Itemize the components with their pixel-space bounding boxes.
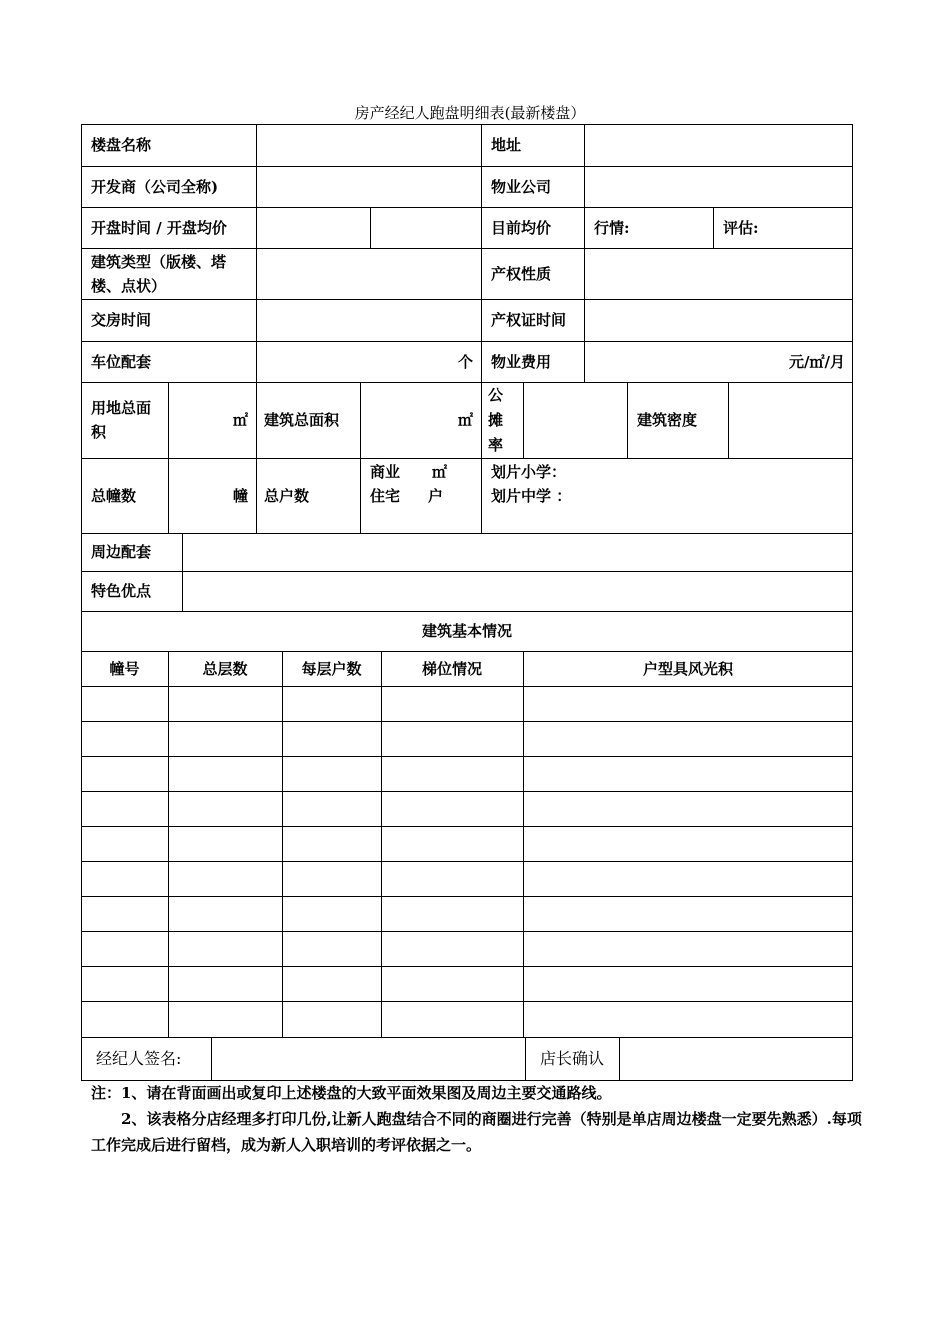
commercial-label: 商业 <box>370 463 401 481</box>
label-certificate-time: 产权证时间 <box>491 311 567 329</box>
label-open-time: 开盘时间 / 开盘均价 <box>91 218 227 237</box>
table-row[interactable] <box>81 721 853 756</box>
property-right-field[interactable] <box>584 248 853 299</box>
primary-school-label[interactable]: 划片小学： <box>491 463 567 481</box>
label-manager-confirm: 店长确认 <box>539 1049 604 1068</box>
building-area-unit[interactable]: ㎡ <box>457 411 473 429</box>
label-land-area: 用地总面积 <box>91 399 152 441</box>
building-unit[interactable]: 幢 <box>232 486 248 505</box>
manager-confirm-field[interactable] <box>619 1037 853 1081</box>
note-2: 2、该表格分店经理多打印几份,让新人跑盘结合不同的商圈进行完善（特别是单店周边楼盘一定要先熟悉）.每项工作完成后进行留档，成为新人入职培训的考评依据之一。 <box>91 1110 862 1154</box>
table-row[interactable] <box>81 896 853 931</box>
col-header-units-per-floor: 每层户数 <box>301 659 362 678</box>
col-header-elevators: 梯位情况 <box>421 659 482 678</box>
label-agent-signature: 经纪人签名: <box>96 1049 182 1068</box>
table-row[interactable] <box>81 756 853 791</box>
open-time-field[interactable] <box>256 207 370 248</box>
table-row[interactable] <box>81 966 853 1001</box>
certificate-time-field[interactable] <box>584 299 853 341</box>
table-row[interactable] <box>81 861 853 896</box>
commercial-unit[interactable]: ㎡ <box>432 463 448 481</box>
agent-signature-field[interactable] <box>211 1037 525 1081</box>
col-header-unit-types: 户型具风光积 <box>642 659 733 678</box>
share-rate-field[interactable] <box>523 382 627 458</box>
form-title: 房产经纪人跑盘明细表(最新楼盘） <box>354 104 586 122</box>
label-parking: 车位配套 <box>91 352 152 371</box>
table-row[interactable] <box>81 931 853 966</box>
residential-unit[interactable]: 户 <box>428 487 444 505</box>
col-header-total-floors: 总层数 <box>202 659 248 678</box>
middle-school-label[interactable]: 划片中学 ： <box>491 487 572 505</box>
property-name-field[interactable] <box>256 124 481 166</box>
property-company-field[interactable] <box>584 166 853 207</box>
label-building-type: 建筑类型（版楼、塔楼、点状） <box>91 252 227 295</box>
notes <box>91 1080 866 1158</box>
label-share-rate: 公摊率 <box>488 385 504 454</box>
label-estimate[interactable]: 评估: <box>723 218 759 237</box>
label-delivery-time: 交房时间 <box>91 311 152 329</box>
label-features: 特色优点 <box>91 582 152 600</box>
density-field[interactable] <box>728 382 853 458</box>
label-property-name: 楼盘名称 <box>91 136 152 154</box>
property-fee-unit[interactable]: 元/㎡/月 <box>789 352 845 371</box>
label-property-company: 物业公司 <box>491 177 552 196</box>
delivery-time-field[interactable] <box>256 299 481 341</box>
surroundings-field[interactable] <box>182 533 853 571</box>
label-address: 地址 <box>491 136 522 154</box>
note-1: 注：1、请在背面画出或复印上述楼盘的大致平面效果图及周边主要交通路线。 <box>91 1084 612 1102</box>
col-header-building-no: 幢号 <box>109 659 140 678</box>
building-type-field[interactable] <box>256 248 481 299</box>
table-row[interactable] <box>81 826 853 861</box>
table-row[interactable] <box>81 686 853 721</box>
open-price-field[interactable] <box>370 207 481 248</box>
label-property-fee: 物业费用 <box>491 352 552 371</box>
section-title: 建筑基本情况 <box>421 622 512 640</box>
label-surroundings: 周边配套 <box>91 543 152 561</box>
label-developer: 开发商（公司全称) <box>91 177 219 196</box>
label-total-households: 总户数 <box>264 486 310 505</box>
table-row[interactable] <box>81 791 853 826</box>
features-field[interactable] <box>182 571 853 611</box>
table-row[interactable] <box>81 1001 853 1037</box>
land-area-unit[interactable]: ㎡ <box>232 411 248 429</box>
developer-field[interactable] <box>256 166 481 207</box>
label-property-right: 产权性质 <box>491 264 552 283</box>
label-total-buildings: 总幢数 <box>91 486 137 505</box>
label-market[interactable]: 行情: <box>594 218 630 237</box>
parking-unit[interactable]: 个 <box>457 352 473 371</box>
label-building-area: 建筑总面积 <box>264 411 340 429</box>
label-density: 建筑密度 <box>637 411 698 429</box>
residential-label: 住宅 <box>370 487 401 505</box>
label-current-price: 目前均价 <box>491 218 552 237</box>
address-field[interactable] <box>584 124 853 166</box>
